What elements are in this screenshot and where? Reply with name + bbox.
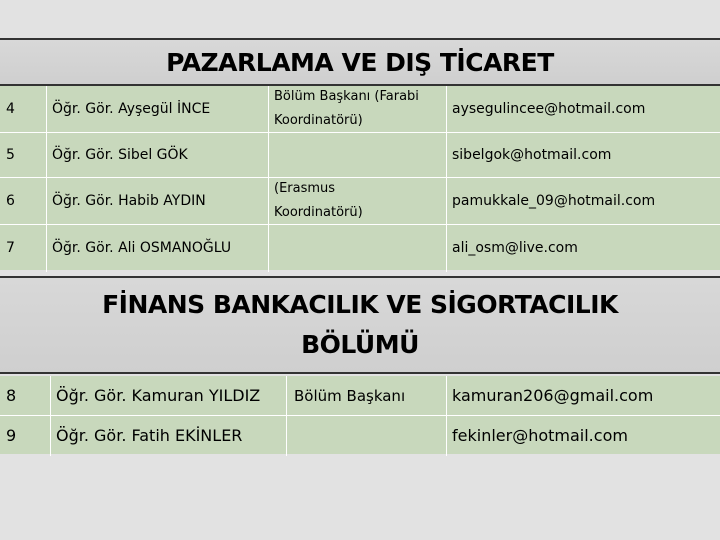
staff-email: pamukkale_09@hotmail.com	[452, 193, 656, 209]
row-number: 8	[6, 386, 17, 405]
staff-name: Öğr. Gör. Fatih EKİNLER	[56, 425, 243, 445]
row-number: 9	[6, 425, 17, 445]
staff-name: Öğr. Gör. Sibel GÖK	[52, 147, 188, 163]
staff-role: (Erasmus Koordinatörü)	[274, 181, 363, 220]
staff-email: ali_osm@live.com	[452, 239, 578, 256]
table-finans	[0, 276, 720, 456]
column-divider	[50, 376, 51, 456]
table-pazarlama	[0, 38, 720, 272]
staff-role: Bölüm Başkanı	[294, 386, 406, 405]
table-row	[0, 376, 720, 416]
column-divider	[286, 376, 287, 456]
table-row	[0, 225, 720, 270]
section-header	[0, 278, 720, 374]
table-row	[0, 133, 720, 178]
section-title: FİNANS BANKACILIK VE SİGORTACILIK BÖLÜMÜ	[102, 290, 618, 359]
row-number: 7	[6, 239, 15, 256]
staff-email: sibelgok@hotmail.com	[452, 147, 612, 163]
table-row	[0, 86, 720, 133]
table-row	[0, 178, 720, 225]
staff-email: kamuran206@gmail.com	[452, 386, 654, 405]
row-number: 4	[6, 101, 15, 117]
staff-name: Öğr. Gör. Ayşegül İNCE	[52, 101, 211, 117]
column-divider	[46, 86, 47, 272]
staff-email: aysegulincee@hotmail.com	[452, 101, 646, 117]
staff-name: Öğr. Gör. Kamuran YILDIZ	[56, 386, 261, 405]
section-header	[0, 40, 720, 86]
section-title: PAZARLAMA VE DIŞ TİCARET	[166, 47, 554, 77]
column-divider	[446, 376, 447, 456]
row-number: 6	[6, 193, 15, 209]
staff-email: fekinler@hotmail.com	[452, 425, 628, 445]
column-divider	[446, 86, 447, 272]
table-row	[0, 416, 720, 454]
staff-name: Öğr. Gör. Habib AYDIN	[52, 193, 206, 209]
row-number: 5	[6, 147, 15, 163]
column-divider	[268, 86, 269, 272]
staff-role: Bölüm Başkanı (Farabi Koordinatörü)	[274, 89, 419, 128]
staff-name: Öğr. Gör. Ali OSMANOĞLU	[52, 239, 232, 256]
